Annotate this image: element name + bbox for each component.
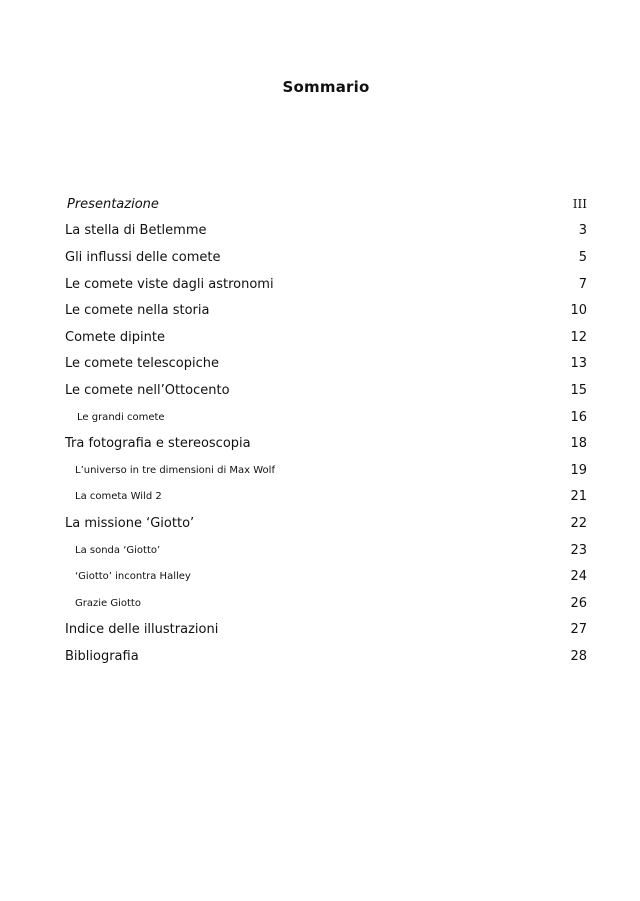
toc-entry-comete-nella-storia[interactable] [65,297,587,324]
toc-subentry-max-wolf[interactable] [65,457,587,484]
toc-entry-page: 5 [578,249,587,265]
toc-subentry-grazie-giotto[interactable] [65,590,587,617]
toc-entry-influssi-delle-comete[interactable] [65,244,587,271]
toc-entry-label: La missione ‘Giotto’ [65,515,195,531]
toc-entry-page: 27 [570,622,587,638]
toc-entry-label: Grazie Giotto [75,597,141,609]
toc-entry-label: Le comete nell’Ottocento [65,382,230,398]
toc-entry-label: La stella di Betlemme [65,223,207,239]
toc-entry-label: Le comete viste dagli astronomi [65,276,274,292]
toc-entry-label: Bibliografia [65,648,139,664]
toc-subentry-grandi-comete[interactable] [65,404,587,431]
toc-subentry-cometa-wild-2[interactable] [65,484,587,511]
toc-entry-page: 13 [570,356,587,372]
toc-entry-page: 22 [570,515,587,531]
toc-entry-comete-dipinte[interactable] [65,324,587,351]
toc-subentry-sonda-giotto[interactable] [65,537,587,564]
toc-entry-label: ‘Giotto’ incontra Halley [75,571,191,583]
toc-entry-indice-delle-illustrazioni[interactable] [65,617,587,644]
toc-entry-page: 10 [570,303,587,319]
toc-entry-presentazione[interactable] [65,191,587,218]
toc-entry-page: 18 [570,436,587,452]
toc-entry-comete-viste-dagli-astronomi[interactable] [65,271,587,298]
toc-entry-page: 15 [570,382,587,398]
toc-entry-label: Le grandi comete [77,411,165,423]
toc-entry-label: Presentazione [67,196,159,212]
toc-entry-label: Le comete nella storia [65,303,210,319]
toc-entry-comete-telescopiche[interactable] [65,351,587,378]
table-of-contents [65,191,587,670]
toc-entry-label: Gli influssi delle comete [65,249,221,265]
toc-entry-label: La sonda ‘Giotto’ [75,544,161,556]
toc-entry-label: La cometa Wild 2 [75,491,162,503]
toc-entry-page: 16 [570,409,587,425]
toc-entry-fotografia-e-stereoscopia[interactable] [65,430,587,457]
page-title: Sommario [282,78,370,96]
toc-entry-bibliografia[interactable] [65,643,587,670]
toc-entry-page: 12 [570,329,587,345]
toc-entry-page: 19 [570,462,587,478]
toc-entry-label: Tra fotografia e stereoscopia [65,436,251,452]
toc-entry-page: 24 [570,569,587,585]
toc-subentry-giotto-incontra-halley[interactable] [65,563,587,590]
toc-entry-missione-giotto[interactable] [65,510,587,537]
toc-entry-label: Le comete telescopiche [65,356,219,372]
toc-entry-page: 28 [570,648,587,664]
toc-entry-page: 23 [570,542,587,558]
toc-entry-page: 3 [578,223,587,239]
toc-entry-label: Comete dipinte [65,329,165,345]
toc-entry-page: 7 [578,276,587,292]
toc-entry-label: Indice delle illustrazioni [65,622,219,638]
toc-entry-label: L’universo in tre dimensioni di Max Wolf [75,464,275,476]
toc-entry-comete-nell-ottocento[interactable] [65,377,587,404]
toc-entry-page: 26 [570,595,587,611]
toc-entry-page: 21 [570,489,587,505]
toc-entry-page: III [572,197,587,212]
toc-entry-stella-di-betlemme[interactable] [65,218,587,245]
